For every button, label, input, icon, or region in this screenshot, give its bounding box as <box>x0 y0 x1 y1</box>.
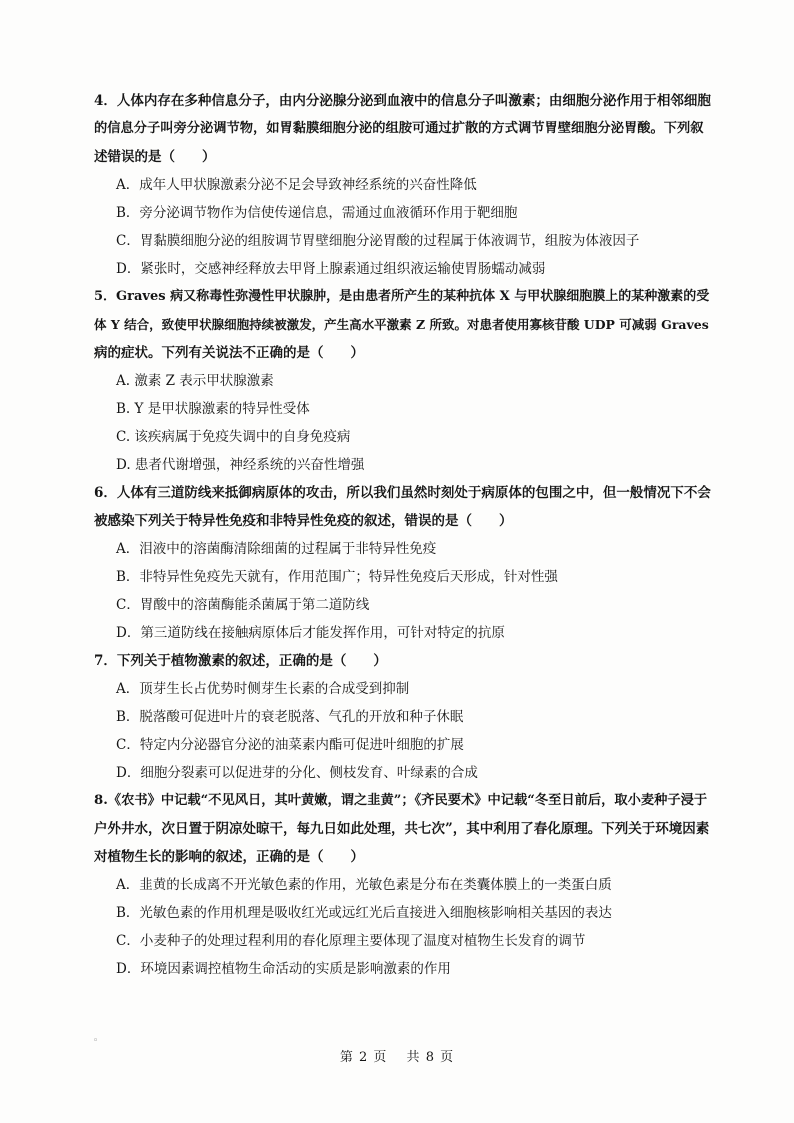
q5-option-c: C. 该疾病属于免疫失调中的自身免疫病 <box>116 429 351 445</box>
q5-stem-line-3: 病的症状。下列有关说法不正确的是（ ） <box>94 345 364 361</box>
q7-stem-line-1: 7．下列关于植物激素的叙述，正确的是（ ） <box>94 653 387 669</box>
q8-option-c: C．小麦种子的处理过程利用的春化原理主要体现了温度对植物生长发育的调节 <box>116 933 586 949</box>
q4-stem-line-2: 的信息分子叫旁分泌调节物，如胃黏膜细胞分泌的组胺可通过扩散的方式调节胃壁细胞分泌胃酸。下列叙 <box>94 121 704 136</box>
q6-option-a: A．泪液中的溶菌酶清除细菌的过程属于非特异性免疫 <box>116 541 437 557</box>
q4-stem-line-1: 4．人体内存在多种信息分子，由内分泌腺分泌到血液中的信息分子叫激素；由细胞分泌作用于相邻细胞 <box>94 93 711 109</box>
q8-option-d: D．环境因素调控植物生命活动的实质是影响激素的作用 <box>116 961 451 977</box>
q7-option-c: C．特定内分泌器官分泌的油菜素内酯可促进叶细胞的扩展 <box>116 737 464 753</box>
q8-stem-line-3: 对植物生长的影响的叙述，正确的是（ ） <box>94 849 364 865</box>
q6-option-b: B．非特异性免疫先天就有，作用范围广；特异性免疫后天形成，针对性强 <box>116 569 558 585</box>
scan-speck: ◦ <box>93 1036 99 1046</box>
q7-option-a: A．顶芽生长占优势时侧芽生长素的合成受到抑制 <box>116 681 410 697</box>
q5-option-a: A. 激素 Z 表示甲状腺激素 <box>116 373 274 389</box>
q8-stem-line-1: 8.《农书》中记载“不见风日，其叶黄嫩，谓之韭黄”；《齐民要术》中记载“冬至日前后，取小麦种子浸于 <box>94 793 708 808</box>
q5-stem-line-1: 5．Graves 病又称毒性弥漫性甲状腺肿，是由患者所产生的某种抗体 X 与甲状腺细胞膜上的某种激素的受 <box>94 289 710 304</box>
q8-stem-line-2: 户外井水，次日置于阴凉处晾干，每九日如此处理，共七次”，其中利用了春化原理。下列关于环境因素 <box>94 821 710 837</box>
q5-option-d: D. 患者代谢增强，神经系统的兴奋性增强 <box>116 457 365 473</box>
q4-option-a: A．成年人甲状腺激素分泌不足会导致神经系统的兴奋性降低 <box>116 177 477 193</box>
q4-stem-line-3: 述错误的是（ ） <box>94 149 216 165</box>
q6-stem-line-1: 6．人体有三道防线来抵御病原体的攻击，所以我们虽然时刻处于病原体的包围之中，但一般情况下不会 <box>94 485 711 501</box>
q7-option-d: D．细胞分裂素可以促进芽的分化、侧枝发育、叶绿素的合成 <box>116 765 478 781</box>
q8-option-b: B．光敏色素的作用机理是吸收红光或远红光后直接进入细胞核影响相关基因的表达 <box>116 905 612 921</box>
q7-option-b: B．脱落酸可促进叶片的衰老脱落、气孔的开放和种子休眠 <box>116 709 464 725</box>
q4-option-c: C．胃黏膜细胞分泌的组胺调节胃壁细胞分泌胃酸的过程属于体液调节，组胺为体液因子 <box>116 233 640 249</box>
q6-stem-line-2: 被感染下列关于特异性免疫和非特异性免疫的叙述，错误的是（ ） <box>94 513 513 529</box>
q5-option-b: B. Y 是甲状腺激素的特异性受体 <box>116 401 310 417</box>
q6-option-d: D．第三道防线在接触病原体后才能发挥作用，可针对特定的抗原 <box>116 625 505 641</box>
q4-option-d: D．紧张时，交感神经释放去甲肾上腺素通过组织液运输使胃肠蠕动减弱 <box>116 261 546 277</box>
q8-option-a: A．韭黄的长成离不开光敏色素的作用，光敏色素是分布在类囊体膜上的一类蛋白质 <box>116 877 612 893</box>
q5-stem-line-2: 体 Y 结合，致使甲状腺细胞持续被激发，产生高水平激素 Z 所致。对患者使用寡核苷酸 UDP 可减弱 Graves <box>94 317 709 332</box>
q6-option-c: C．胃酸中的溶菌酶能杀菌属于第二道防线 <box>116 597 370 613</box>
q4-option-b: B．旁分泌调节物作为信使传递信息，需通过血液循环作用于靶细胞 <box>116 205 518 221</box>
page-footer: 第 2 页 共 8 页 <box>339 1050 455 1065</box>
